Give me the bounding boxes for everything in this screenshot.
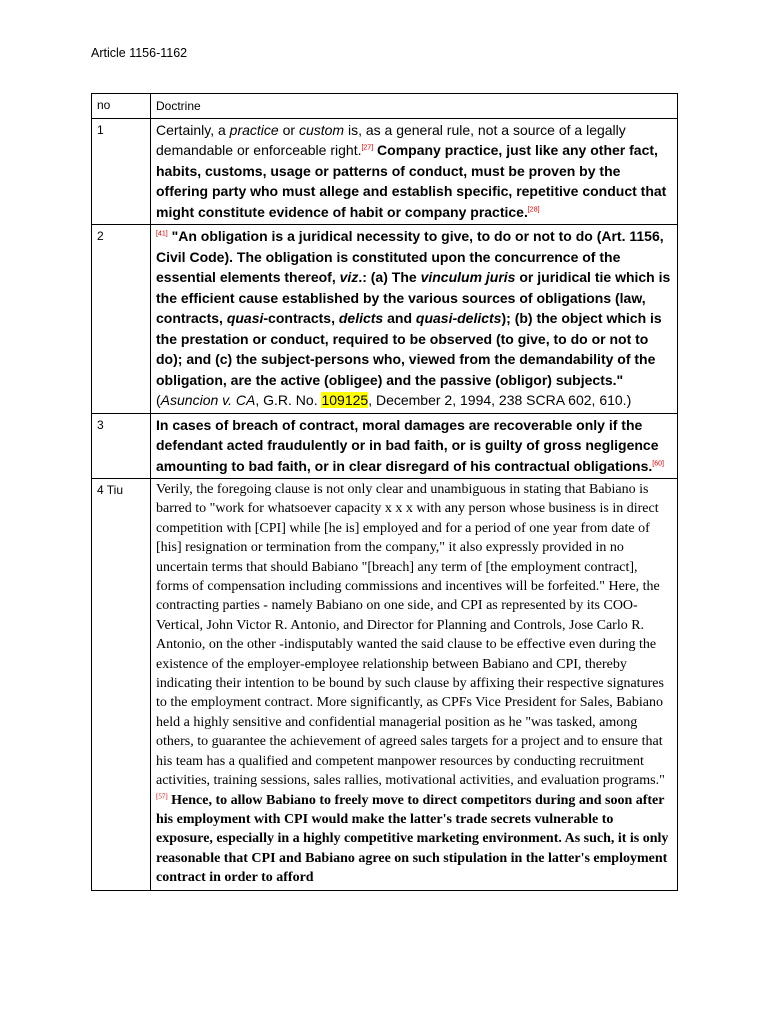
- doctrine-text: Verily, the foregoing clause is not only clear and unambiguous in stating that Babiano is barred to "work for whatsoever capacity x x x with any person whose business is in direct competition with [CPI] while [he is] employed and for a period of one year from date of [his] resignation or termination from the company," it also expressly provided in no uncertain terms that should Babiano "[breach] any term of [the employment contract], forms of compensation including commissions and incentives will be forfeited." Here, the contracting parties - namely Babiano on one side, and CPI as represented by its COO-Vertical, John Victor R. Antonio, and Director for Planning and Controls, Jose Carlo R. Antonio, on the other -indisputably wanted the said clause to be effective even during the existence of the employer-employee relationship between Babiano and CPI, thereby indicating their intention to be bound by such clause by affixing their respective signatures to the employment contract. More significantly, as CPFs Vice President for Sales, Babiano held a highly sensitive and confidential managerial position as he "was tasked, among others, to guarantee the achievement of agreed sales targets for a project and to ensure that his team has a qualified and competent manpower resources by conducting recruitment activities, training sessions, sales rallies, motivational activities, and evaluation programs."[57] Hence, to allow Babiano to freely move to direct competitors during and soon after his employment with CPI would make the latter's trade secrets vulnerable to exposure, especially in a highly competitive marketing environment. As such, it is only reasonable that CPI and Babiano agree on such stipulation in the latter's employment contract in order to afford: [151, 479, 678, 891]
- row-number: 4 Tiu: [92, 479, 151, 891]
- row-number: 1: [92, 118, 151, 225]
- footnote-link[interactable]: [57]: [156, 791, 168, 800]
- table-row: [92, 479, 678, 891]
- footnote-link[interactable]: [27]: [361, 144, 374, 152]
- row-number: 2: [92, 225, 151, 414]
- footnote-link[interactable]: [28]: [527, 205, 540, 213]
- footnote-link[interactable]: [41]: [156, 230, 168, 238]
- doctrine-table: [91, 93, 678, 891]
- table-row: [92, 118, 678, 225]
- column-header-doctrine: Doctrine: [156, 99, 201, 113]
- doctrine-text: Certainly, a practice or custom is, as a general rule, not a source of a legally demandable or enforceable right.[27] Company practice, just like any other fact, habits, customs, usage or patterns of conduct, must be proven by the offering party who must allege and establish specific, repetitive conduct that might constitute evidence of habit or company practice.[28]: [151, 118, 678, 225]
- table-header-row: [92, 94, 678, 119]
- doctrine-text: [41] "An obligation is a juridical necessity to give, to do or not to do (Art. 1156, Civil Code). The obligation is constituted upon the concurrence of the essential elements thereof, viz.: (a) The vinculum juris or juridical tie which is the efficient cause established by the various sources of obligations (law, contracts, quasi-contracts, delicts and quasi-delicts); (b) the object which is the prestation or conduct, required to be observed (to give, to do or not to do); and (c) the subject-persons who, viewed from the demandability of the obligation, are the active (obligee) and the passive (obligor) subjects." (Asuncion v. CA, G.R. No. 109125, December 2, 1994, 238 SCRA 602, 610.): [151, 225, 678, 414]
- table-row: [92, 413, 678, 479]
- footnote-link[interactable]: [60]: [652, 459, 664, 467]
- doctrine-text: In cases of breach of contract, moral damages are recoverable only if the defendant acted fraudulently or in bad faith, or is guilty of gross negligence amounting to bad faith, or in clear disregard of his contractual obligations.[60]: [151, 413, 678, 479]
- table-row: [92, 225, 678, 414]
- highlighted-case-number: 109125: [321, 392, 369, 408]
- row-number: 3: [92, 413, 151, 479]
- page-header: Article 1156-1162: [91, 46, 188, 60]
- column-header-no: no: [92, 94, 151, 119]
